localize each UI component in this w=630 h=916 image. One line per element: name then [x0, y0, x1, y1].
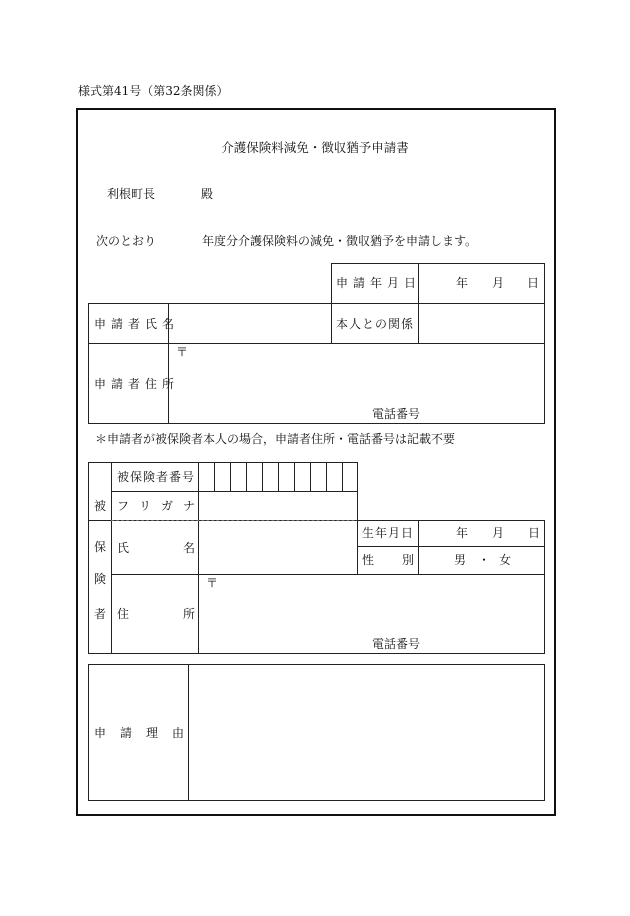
- insured-phone-label: 電話番号: [372, 637, 421, 651]
- furigana-field[interactable]: [200, 493, 356, 519]
- application-date-day: 日: [527, 276, 540, 290]
- intro-prefix: 次のとおり: [96, 234, 157, 248]
- applicant-phone-label: 電話番号: [372, 407, 421, 421]
- insured-side-char-4: 者: [94, 607, 107, 621]
- reason-label-char-1: 申: [94, 726, 107, 740]
- birth-date-day: 日: [528, 526, 541, 540]
- insured-name-label-1: 氏: [117, 541, 130, 555]
- furigana-char-2: リ: [139, 499, 152, 513]
- addressee-name: 利根町長: [107, 187, 156, 201]
- reason-label-char-2: 請: [120, 726, 133, 740]
- insured-number-boxes[interactable]: [198, 462, 358, 491]
- applicant-address-field[interactable]: [170, 358, 542, 402]
- addressee-honorific: 殿: [201, 187, 214, 201]
- reason-label-char-3: 理: [146, 726, 159, 740]
- insured-address-label-2: 所: [183, 607, 196, 621]
- application-date-label: 申請年月日: [336, 276, 422, 290]
- furigana-char-4: ナ: [183, 499, 196, 513]
- sex-option-separator: ・: [478, 553, 491, 567]
- application-date-month: 月: [492, 276, 505, 290]
- applicant-postal-mark: 〒: [176, 345, 189, 359]
- insured-side-char-1: 被: [94, 499, 107, 513]
- birth-date-month: 月: [492, 526, 505, 540]
- applicant-name-field[interactable]: [170, 305, 330, 342]
- furigana-char-1: フ: [117, 499, 130, 513]
- reason-label-char-4: 由: [172, 726, 185, 740]
- relation-label: 本人との関係: [336, 317, 415, 331]
- insured-address-label-1: 住: [117, 607, 130, 621]
- note-text: ＊申請者が被保険者本人の場合，申請者住所・電話番号は記載不要: [95, 432, 456, 446]
- insured-side-char-3: 険: [94, 572, 107, 586]
- sex-option-male[interactable]: 男: [454, 553, 467, 567]
- applicant-name-label: 申請者氏名: [94, 317, 180, 331]
- form-number: 様式第41号（第32条関係）: [78, 84, 229, 98]
- insured-number-label: 被保険者番号: [117, 470, 196, 484]
- application-date-year: 年: [456, 276, 469, 290]
- furigana-char-3: ガ: [161, 499, 174, 513]
- form-title: 介護保険料減免・徴収猶予申請書: [221, 140, 409, 155]
- insured-name-field[interactable]: [200, 522, 356, 573]
- birth-date-label: 生年月日: [362, 526, 415, 540]
- sex-label-2: 別: [402, 553, 415, 567]
- birth-date-year: 年: [456, 526, 469, 540]
- intro-text: 年度分介護保険料の減免・徴収猶予を申請します。: [202, 234, 478, 248]
- applicant-address-label: 申請者住所: [94, 377, 180, 391]
- sex-option-female[interactable]: 女: [499, 553, 512, 567]
- insured-side-char-2: 保: [94, 540, 107, 554]
- relation-field[interactable]: [420, 305, 544, 342]
- insured-address-field[interactable]: [200, 590, 542, 630]
- insured-postal-mark: 〒: [206, 576, 219, 590]
- sex-label-1: 性: [362, 553, 375, 567]
- insured-name-label-2: 名: [183, 541, 196, 555]
- reason-field[interactable]: [190, 666, 543, 799]
